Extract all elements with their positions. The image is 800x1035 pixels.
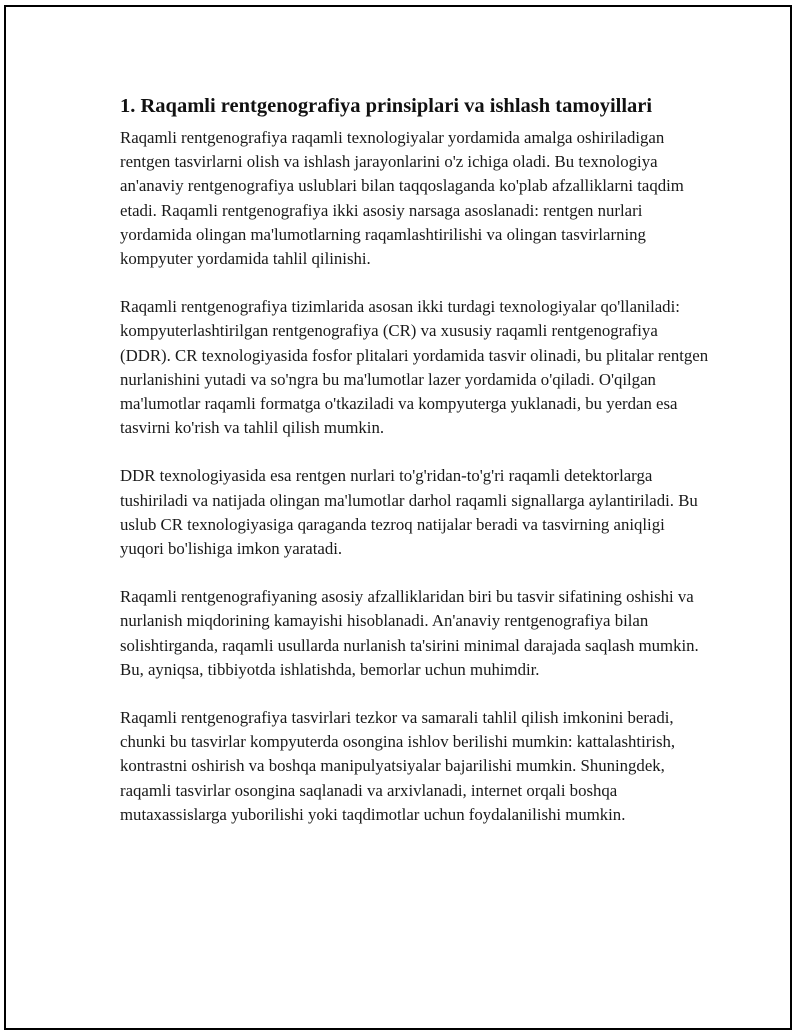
paragraph-5: Raqamli rentgenografiya tasvirlari tezkor va samarali tahlil qilish imkonini beradi, chunki bu tasvirlar kompyuterda osongina ishlov berilishi mumkin: kattalashtirish, kontrastni oshirish va boshqa manipulyatsiyalar bajarilishi mumkin. Shuningdek, raqamli tasvirlar osongina saqlanadi va arxivlanadi, internet orqali boshqa mutaxassislarga yuborilishi yoki taqdimotlar uchun foydalanilishi mumkin. xyxy=(120,708,676,824)
document-page xyxy=(4,5,792,1030)
document-title: 1. Raqamli rentgenografiya prinsiplari va ishlash tamoyillari xyxy=(120,95,653,117)
paragraph-4: Raqamli rentgenografiyaning asosiy afzalliklaridan biri bu tasvir sifatining oshishi va nurlanish miqdorining kamayishi hisoblanadi. An'anaviy rentgenografiya bilan solishtirganda, raqamli usullarda nurlanish ta'sirini minimal darajada saqlash mumkin. Bu, ayniqsa, tibbiyotda ishlatishda, bemorlar uchun muhimdir. xyxy=(120,587,699,679)
document-content xyxy=(120,92,710,851)
paragraph-2: Raqamli rentgenografiya tizimlarida asosan ikki turdagi texnologiyalar qo'llaniladi: kompyuterlashtirilgan rentgenografiya (CR) va xususiy raqamli rentgenografiya (DDR). CR texnologiyasida fosfor plitalari yordamida tasvir olinadi, bu plitalar rentgen nurlanishini yutadi va so'ngra bu ma'lumotlar lazer yordamida o'qiladi. O'qilgan ma'lumotlar raqamli formatga o'tkaziladi va kompyuterga yuklanadi, bu yerdan esa tasvirni ko'rish va tahlil qilish mumkin. xyxy=(120,297,709,438)
paragraph-3: DDR texnologiyasida esa rentgen nurlari to'g'ridan-to'g'ri raqamli detektorlarga tushiriladi va natijada olingan ma'lumotlar darhol raqamli signallarga aylantiriladi. Bu uslub CR texnologiyasiga qaraganda tezroq natijalar beradi va tasvirning aniqligi yuqori bo'lishiga imkon yaratadi. xyxy=(120,466,698,559)
paragraph-1: Raqamli rentgenografiya raqamli texnologiyalar yordamida amalga oshiriladigan rentgen tasvirlarni olish va ishlash jarayonlarini o'z ichiga oladi. Bu texnologiya an'anaviy rentgenografiya uslublari bilan taqqoslaganda ko'plab afzalliklarni taqdim etadi. Raqamli rentgenografiya ikki asosiy narsaga asoslanadi: rentgen nurlari yordamida olingan ma'lumotlarning raqamlashtirilishi va olingan tasvirlarning kompyuter yordamida tahlil qilinishi. xyxy=(120,128,684,269)
